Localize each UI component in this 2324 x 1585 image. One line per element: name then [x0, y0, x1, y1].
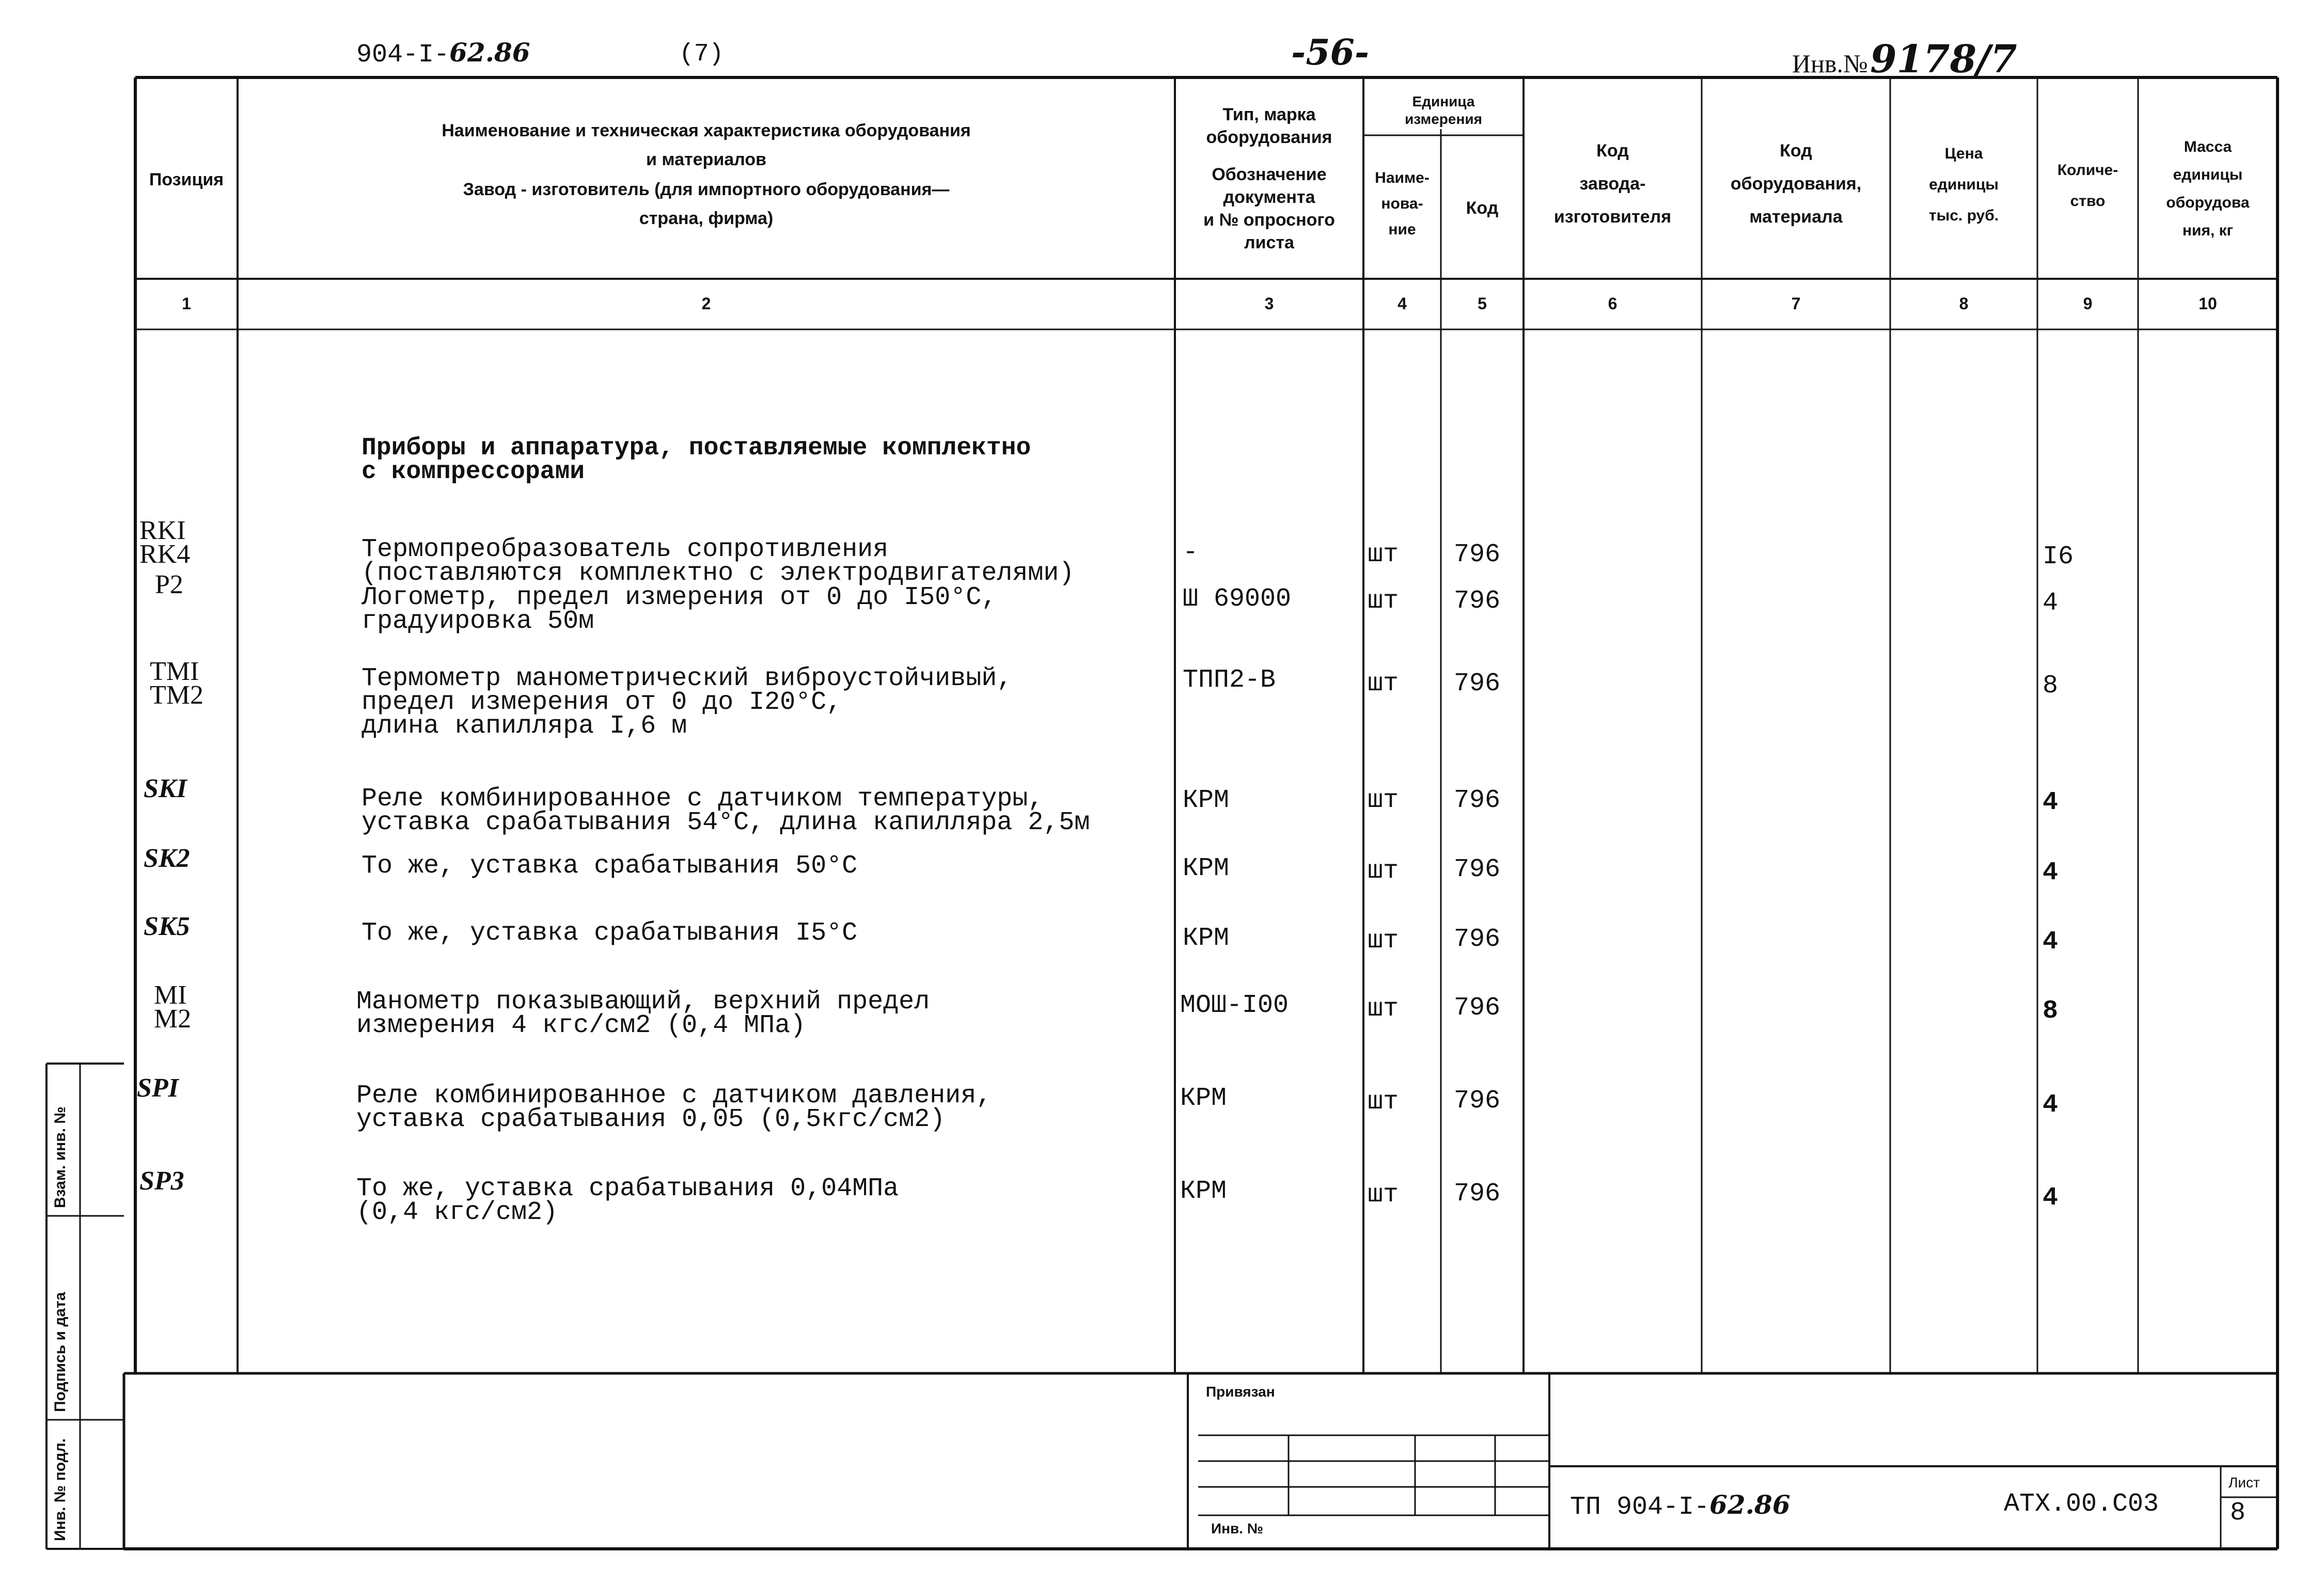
table-row-type: КРМ — [1180, 1084, 1227, 1113]
header-quantity-line: ство — [2070, 193, 2106, 210]
table-row-qty: 4 — [2043, 1090, 2059, 1120]
header-unit-name-line: нова- — [1381, 195, 1423, 212]
table-row-unit: шт — [1368, 786, 1399, 815]
column-number: 7 — [1791, 294, 1801, 313]
header-mass-line: оборудова — [2166, 194, 2250, 211]
header-price-line: Цена — [1944, 145, 1983, 162]
header-type-line: оборудования — [1206, 128, 1332, 147]
table-row-name: Реле комбинированное с датчиком давления, уставка срабатывания 0,05 (0,5кгс/см2) — [356, 1081, 992, 1134]
header-type-line: Обозначение — [1212, 165, 1327, 184]
table-row-name: Манометр показывающий, верхний предел измерения 4 кгс/см2 (0,4 МПа) — [356, 987, 930, 1040]
column-number: 3 — [1264, 294, 1274, 313]
header-equipment-line: материала — [1749, 207, 1843, 227]
table-row-unit: шт — [1368, 587, 1399, 616]
stamp-privyazan: Привязан — [1206, 1384, 1275, 1400]
header-quantity — [2037, 155, 2138, 217]
header-name-line: Наименование и техническая характеристика оборудования — [442, 121, 971, 140]
table-row-qty: 8 — [2043, 671, 2059, 701]
column-number: 1 — [182, 294, 191, 313]
sheet-label: Лист — [2228, 1475, 2260, 1491]
table-row-type: МОШ-I00 — [1180, 991, 1289, 1020]
table-row-code: 796 — [1454, 855, 1501, 884]
table-row-position: TMI TM2 — [150, 657, 203, 710]
document-number — [1570, 1489, 1791, 1522]
header-unit-name — [1363, 165, 1441, 243]
table-row-position: SKI — [144, 774, 187, 803]
table-row-qty: 4 — [2043, 927, 2059, 957]
table-row-qty: 8 — [2043, 996, 2059, 1026]
table-row-type: КРМ — [1183, 924, 1230, 953]
stamp-vzam-inv: Взам. инв. № — [52, 1106, 69, 1208]
column-number: 2 — [701, 294, 711, 313]
sheet-number: 8 — [2230, 1498, 2246, 1528]
header-equipment-line: оборудования, — [1730, 174, 1862, 194]
table-row-code: 796 — [1454, 1086, 1501, 1116]
header-unit-code — [1441, 194, 1524, 223]
table-row-type: КРМ — [1180, 1177, 1227, 1206]
table-row-name: То же, уставка срабатывания I5°C — [362, 918, 858, 948]
page-number: -56- — [1291, 32, 1370, 73]
header-unit-code-label: Код — [1466, 198, 1499, 218]
project-code — [356, 37, 530, 70]
table-row-unit: шт — [1368, 1180, 1399, 1210]
table-row-code: 796 — [1454, 925, 1501, 954]
table-row-unit: шт — [1368, 926, 1399, 956]
table-row-position: SP3 — [139, 1166, 184, 1196]
table-row-type: Ш 69000 — [1183, 584, 1292, 614]
header-plant-line: завода- — [1579, 174, 1646, 194]
header-plant-line: Код — [1596, 141, 1629, 161]
table-row-code: 796 — [1454, 540, 1501, 569]
inventory-number — [1792, 37, 2017, 82]
header-name-line: Завод - изготовитель (для импортного оборудования— — [463, 180, 950, 199]
header-name-line: и материалов — [646, 150, 766, 169]
header-unit-line: Единица — [1412, 93, 1475, 109]
header-price-line: единицы — [1929, 176, 1999, 193]
header-type-line: и № опросного — [1203, 210, 1335, 230]
header-name — [238, 116, 1175, 233]
header-quantity-line: Количе- — [2057, 162, 2118, 179]
table-row-qty: 4 — [2043, 589, 2059, 618]
stamp-inv-podl: Инв. № подл. — [52, 1438, 69, 1541]
table-row-position: RKI RK4 — [139, 516, 191, 569]
inventory-value: 9178/7 — [1870, 37, 2017, 82]
table-row-code: 796 — [1454, 1179, 1501, 1209]
stamp-signature-date: Подпись и дата — [52, 1292, 69, 1412]
table-row-unit: шт — [1368, 669, 1399, 699]
header-unit-line: измерения — [1405, 111, 1482, 127]
table-row-position: P2 — [155, 570, 183, 599]
table-row-unit: шт — [1368, 1087, 1399, 1117]
table-row-position: SK5 — [144, 912, 190, 941]
header-unit-name-line: ние — [1388, 221, 1416, 238]
header-mass — [2138, 133, 2278, 245]
header-plant-line: изготовителя — [1553, 207, 1672, 227]
table-row-position: MI M2 — [154, 980, 192, 1034]
column-number: 6 — [1608, 294, 1618, 313]
section-title: Приборы и аппаратура, поставляемые комплектно с компрессорами — [362, 434, 1031, 486]
project-code-suffix: 62.86 — [449, 37, 530, 68]
header-type — [1175, 103, 1363, 254]
table-row-position: SK2 — [144, 844, 190, 873]
table-row-name: Реле комбинированное с датчиком температуры, уставка срабатывания 54°C, длина капилляра 2,5м — [362, 784, 1090, 837]
table-row-name: То же, уставка срабатывания 50°C — [362, 851, 858, 881]
header-unit — [1363, 93, 1524, 128]
header-price — [1890, 138, 2037, 231]
column-number: 10 — [2199, 294, 2217, 313]
header-type-line: Тип, марка — [1222, 105, 1316, 124]
header-position-label: Позиция — [149, 170, 224, 189]
table-row-type: - — [1183, 538, 1199, 567]
table-row-unit: шт — [1368, 994, 1399, 1024]
table-row-qty: 4 — [2043, 1183, 2059, 1213]
table-row-qty: 4 — [2043, 858, 2059, 887]
document-number-suffix: 62.86 — [1709, 1489, 1791, 1520]
table-row-qty: I6 — [2043, 542, 2074, 572]
column-number: 9 — [2083, 294, 2093, 313]
header-position — [135, 165, 238, 194]
table-row-name: То же, уставка срабатывания 0,04МПа (0,4 кгс/см2) — [356, 1174, 899, 1227]
header-type-line: листа — [1244, 233, 1294, 252]
sheet-ref: (7) — [679, 40, 724, 68]
column-number: 4 — [1397, 294, 1407, 313]
header-name-line: страна, фирма) — [639, 209, 774, 228]
table-row-code: 796 — [1454, 993, 1501, 1023]
header-equipment-code — [1702, 134, 1890, 233]
table-row-name: Термометр манометрический виброустойчивый, предел измерения от 0 до I20°C, длина капилляра I,6 м — [362, 664, 1013, 741]
table-row-code: 796 — [1454, 786, 1501, 815]
table-row-unit: шт — [1368, 540, 1399, 569]
header-mass-line: ния, кг — [2182, 222, 2234, 239]
table-row-type: КРМ — [1183, 786, 1230, 815]
table-row-name: Логометр, предел измерения от 0 до I50°C, градуировка 50м — [362, 583, 997, 636]
table-row-code: 796 — [1454, 587, 1501, 616]
document-code: АТХ.00.С03 — [2004, 1489, 2159, 1519]
header-type-line: документа — [1223, 187, 1315, 207]
header-price-line: тыс. руб. — [1928, 207, 1999, 224]
header-unit-name-line: Наиме- — [1375, 169, 1430, 186]
table-row-position: SPI — [137, 1073, 179, 1103]
column-number: 8 — [1959, 294, 1969, 313]
project-code-prefix: 904-I- — [356, 40, 450, 70]
stamp-inv-no: Инв. № — [1211, 1520, 1264, 1536]
table-row-type: КРМ — [1183, 854, 1230, 883]
table-row-qty: 4 — [2043, 788, 2059, 817]
table-row-name: Термопреобразователь сопротивления (поставляются комплектно с электродвигателями) — [362, 535, 1075, 588]
table-row-type: ТПП2-В — [1183, 665, 1276, 695]
inventory-label: Инв.№ — [1792, 49, 1868, 78]
header-mass-line: Масса — [2184, 138, 2232, 155]
table-row-code: 796 — [1454, 669, 1501, 699]
header-plant-code — [1524, 134, 1702, 233]
column-number: 5 — [1478, 294, 1487, 313]
document-number-prefix: ТП 904-I- — [1570, 1493, 1710, 1522]
table-row-unit: шт — [1368, 857, 1399, 886]
header-mass-line: единицы — [2173, 166, 2243, 183]
header-equipment-line: Код — [1780, 141, 1812, 161]
